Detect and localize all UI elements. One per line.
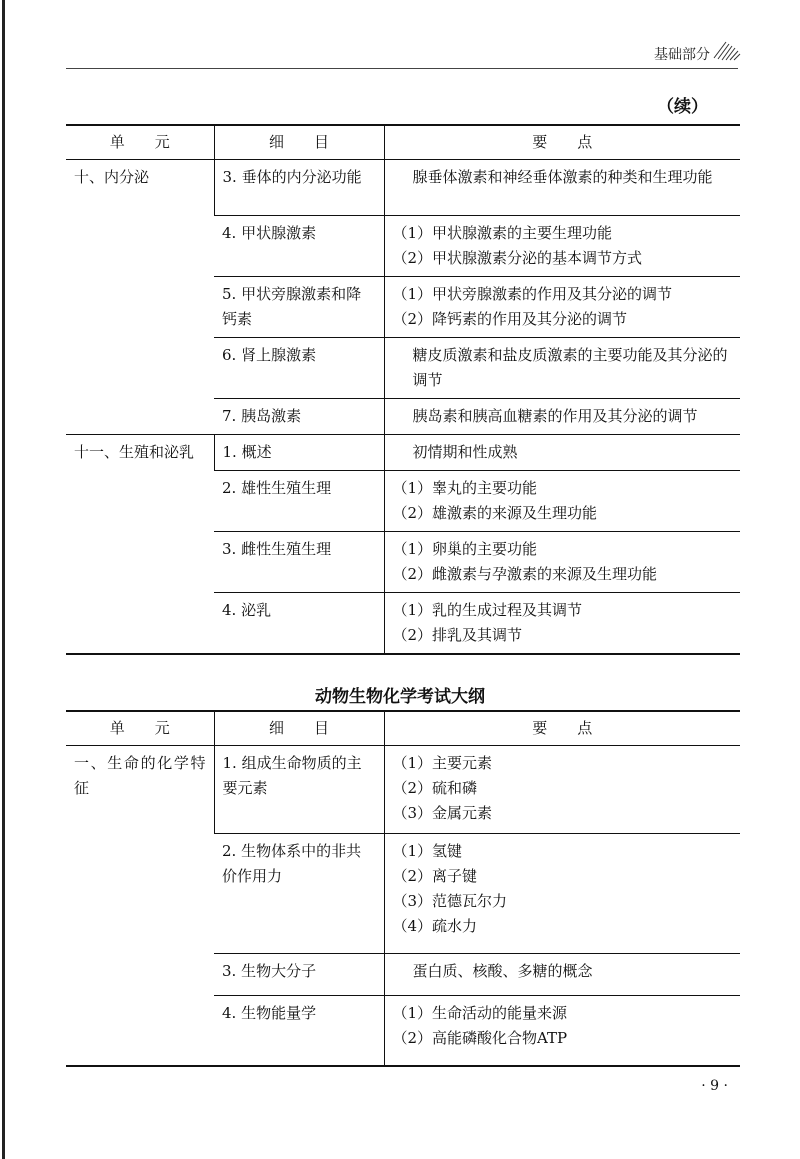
detail-cell: 4. 甲状腺激素 [214,216,384,277]
key-point: （3）范德瓦尔力 [392,892,508,910]
points-cell [384,532,740,593]
key-point: 糖皮质激素和盐皮质激素的主要功能及其分泌的调节 [412,346,728,389]
key-point: 蛋白质、核酸、多糖的概念 [412,962,593,980]
column-header-points: 要 点 [384,125,740,160]
key-point: 初情期和性成熟 [412,443,518,461]
detail-cell: 7. 胰岛激素 [214,399,384,435]
points-cell [384,834,740,954]
detail-cell: 3. 生物大分子 [214,954,384,996]
page-number: · 9 · [701,1078,728,1094]
key-point: 腺垂体激素和神经垂体激素的种类和生理功能 [412,168,713,186]
header-rule [66,68,738,69]
biochemistry-table [66,710,740,1067]
key-point: （1）卵巢的主要功能 [392,540,538,558]
table-row [66,160,740,216]
key-point: （1）甲状旁腺激素的作用及其分泌的调节 [392,285,673,303]
detail-cell: 3. 雌性生殖生理 [214,532,384,593]
points-cell [384,338,740,399]
key-point: （2）雌激素与孕激素的来源及生理功能 [392,565,658,583]
detail-cell: 2. 生物体系中的非共价作用力 [214,834,384,954]
detail-cell: 5. 甲状旁腺激素和降钙素 [214,277,384,338]
column-header-points: 要 点 [384,711,740,746]
column-header-detail: 细 目 [214,125,384,160]
detail-cell: 1. 概述 [214,435,384,471]
detail-cell: 1. 组成生命物质的主要元素 [214,746,384,834]
key-point: 胰岛素和胰高血糖素的作用及其分泌的调节 [412,407,698,425]
key-point: （1）主要元素 [392,754,493,772]
points-cell [384,471,740,532]
points-cell [384,399,740,435]
points-cell [384,593,740,655]
key-point: （2）硫和磷 [392,779,478,797]
points-cell [384,216,740,277]
points-cell [384,996,740,1066]
key-point: （2）离子键 [392,867,478,885]
key-point: （2）排乳及其调节 [392,626,523,644]
detail-cell: 4. 泌乳 [214,593,384,655]
detail-cell: 4. 生物能量学 [214,996,384,1066]
column-header-detail: 细 目 [214,711,384,746]
key-point: （1）氢键 [392,842,463,860]
column-header-unit: 单 元 [66,125,214,160]
table-row [66,435,740,471]
running-header: 基础部分 [654,47,710,63]
key-point: （2）降钙素的作用及其分泌的调节 [392,310,628,328]
table-row [66,746,740,834]
unit-cell: 十一、生殖和泌乳 [66,435,214,655]
key-point: （4）疏水力 [392,917,478,935]
page-edge-rule [2,0,5,1159]
key-point: （1）乳的生成过程及其调节 [392,601,583,619]
key-point: （2）高能磷酸化合物ATP [392,1029,568,1047]
key-point: （1）甲状腺激素的主要生理功能 [392,224,613,242]
physiology-table [66,124,740,655]
book-icon [712,38,742,62]
key-point: （1）生命活动的能量来源 [392,1004,568,1022]
key-point: （2）雄激素的来源及生理功能 [392,504,598,522]
points-cell [384,954,740,996]
continued-label: （续） [657,97,708,117]
key-point: （3）金属元素 [392,804,493,822]
unit-cell: 十、内分泌 [66,160,214,435]
section-title: 动物生物化学考试大纲 [315,687,485,707]
detail-cell: 3. 垂体的内分泌功能 [214,160,384,216]
detail-cell: 6. 肾上腺激素 [214,338,384,399]
key-point: （2）甲状腺激素分泌的基本调节方式 [392,249,643,267]
key-point: （1）睾丸的主要功能 [392,479,538,497]
points-cell [384,746,740,834]
detail-cell: 2. 雄性生殖生理 [214,471,384,532]
column-header-unit: 单 元 [66,711,214,746]
points-cell [384,160,740,216]
unit-cell: 一、生命的化学特征 [66,746,214,1066]
points-cell [384,277,740,338]
points-cell [384,435,740,471]
